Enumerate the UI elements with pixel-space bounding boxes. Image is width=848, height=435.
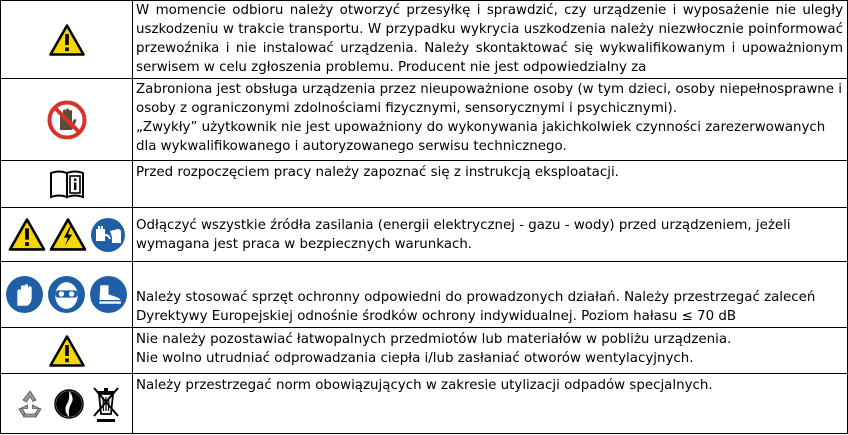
text-cell xyxy=(133,328,848,374)
icon-cell xyxy=(1,1,133,79)
wear-goggles-icon xyxy=(47,275,86,314)
recycling-icon xyxy=(13,387,47,421)
wear-gloves-icon xyxy=(5,275,44,314)
text-cell xyxy=(133,374,848,434)
icon-cell xyxy=(1,328,133,374)
disconnect-power-icon xyxy=(90,217,126,253)
instruction-text: Przed rozpoczęciem pracy należy zapoznać się z instrukcją eksploatacji. xyxy=(136,165,619,180)
icon-cell xyxy=(1,79,133,161)
table-row xyxy=(1,79,848,161)
crossed-bin-icon xyxy=(91,384,121,424)
icon-cell xyxy=(1,374,133,434)
green-dot-icon xyxy=(53,388,85,420)
warning-triangle-icon xyxy=(49,24,85,56)
icon-cell xyxy=(1,262,133,328)
text-cell xyxy=(133,208,848,262)
icon-cell xyxy=(1,208,133,262)
icon-cell xyxy=(1,161,133,208)
instruction-text: Zabroniona jest obsługa urządzenia przez nieupoważnione osoby (w tym dzieci, osoby niepełnosprawne i osoby z ograniczonymi zdolnościami fizycznymi, sensorycznymi i psychicznymi). xyxy=(136,82,842,116)
table-row xyxy=(1,262,848,328)
text-cell xyxy=(133,262,848,328)
text-cell xyxy=(133,161,848,208)
table-row xyxy=(1,1,848,79)
instruction-text: Odłączyć wszystkie źródła zasilania (energii elektrycznej - gazu - wody) przed urządzeniem, jeżeli wymagana jest praca w bezpiecznych warunkach. xyxy=(136,218,791,252)
table-row xyxy=(1,374,848,434)
read-manual-icon xyxy=(49,169,85,199)
warning-triangle-icon xyxy=(49,335,85,367)
table-row xyxy=(1,161,848,208)
warning-triangle-icon xyxy=(8,218,46,251)
electric-hazard-icon xyxy=(49,218,87,251)
no-touch-prohibition-icon xyxy=(47,100,87,140)
instruction-text: „Zwykły” użytkownik nie jest upoważniony do wykonywania jakichkolwiek czynności zarezerwowanych dla wykwalifikowanego i autoryzowanego serwisu technicznego. xyxy=(136,120,826,154)
table-row xyxy=(1,208,848,262)
instruction-text: Nie wolno utrudniać odprowadzania ciepła i/lub zasłaniać otworów wentylacyjnych. xyxy=(136,351,694,366)
wear-safety-shoes-icon xyxy=(89,275,128,314)
instruction-text: Nie należy pozostawiać łatwopalnych przedmiotów lub materiałów w pobliżu urządzenia. xyxy=(136,332,732,347)
text-cell xyxy=(133,1,848,79)
instruction-text: Należy przestrzegać norm obowiązujących w zakresie utylizacji odpadów specjalnych. xyxy=(136,378,713,393)
instruction-text: Należy stosować sprzęt ochronny odpowiedni do prowadzonych działań. Należy przestrzegać zaleceń Dyrektywy Europejskiej odnośnie środków ochrony indywidualnej. Poziom hałasu ≤ 70 dB xyxy=(136,290,816,324)
table-row xyxy=(1,328,848,374)
instruction-text: W momencie odbioru należy otworzyć przesyłkę i sprawdzić, czy urządzenie i wyposażenie nie uległy uszkodzeniu w trakcie transportu. W przypadku wykrycia uszkodzenia należy niezwłocznie poinformować przewoźnika i nie instalować urządzenia. Należy skontaktować się wykwalifikowanym i upoważnionym serwisem w celu zgłoszenia problemu. Producent nie jest odpowiedzialny za xyxy=(136,3,843,75)
text-cell xyxy=(133,79,848,161)
